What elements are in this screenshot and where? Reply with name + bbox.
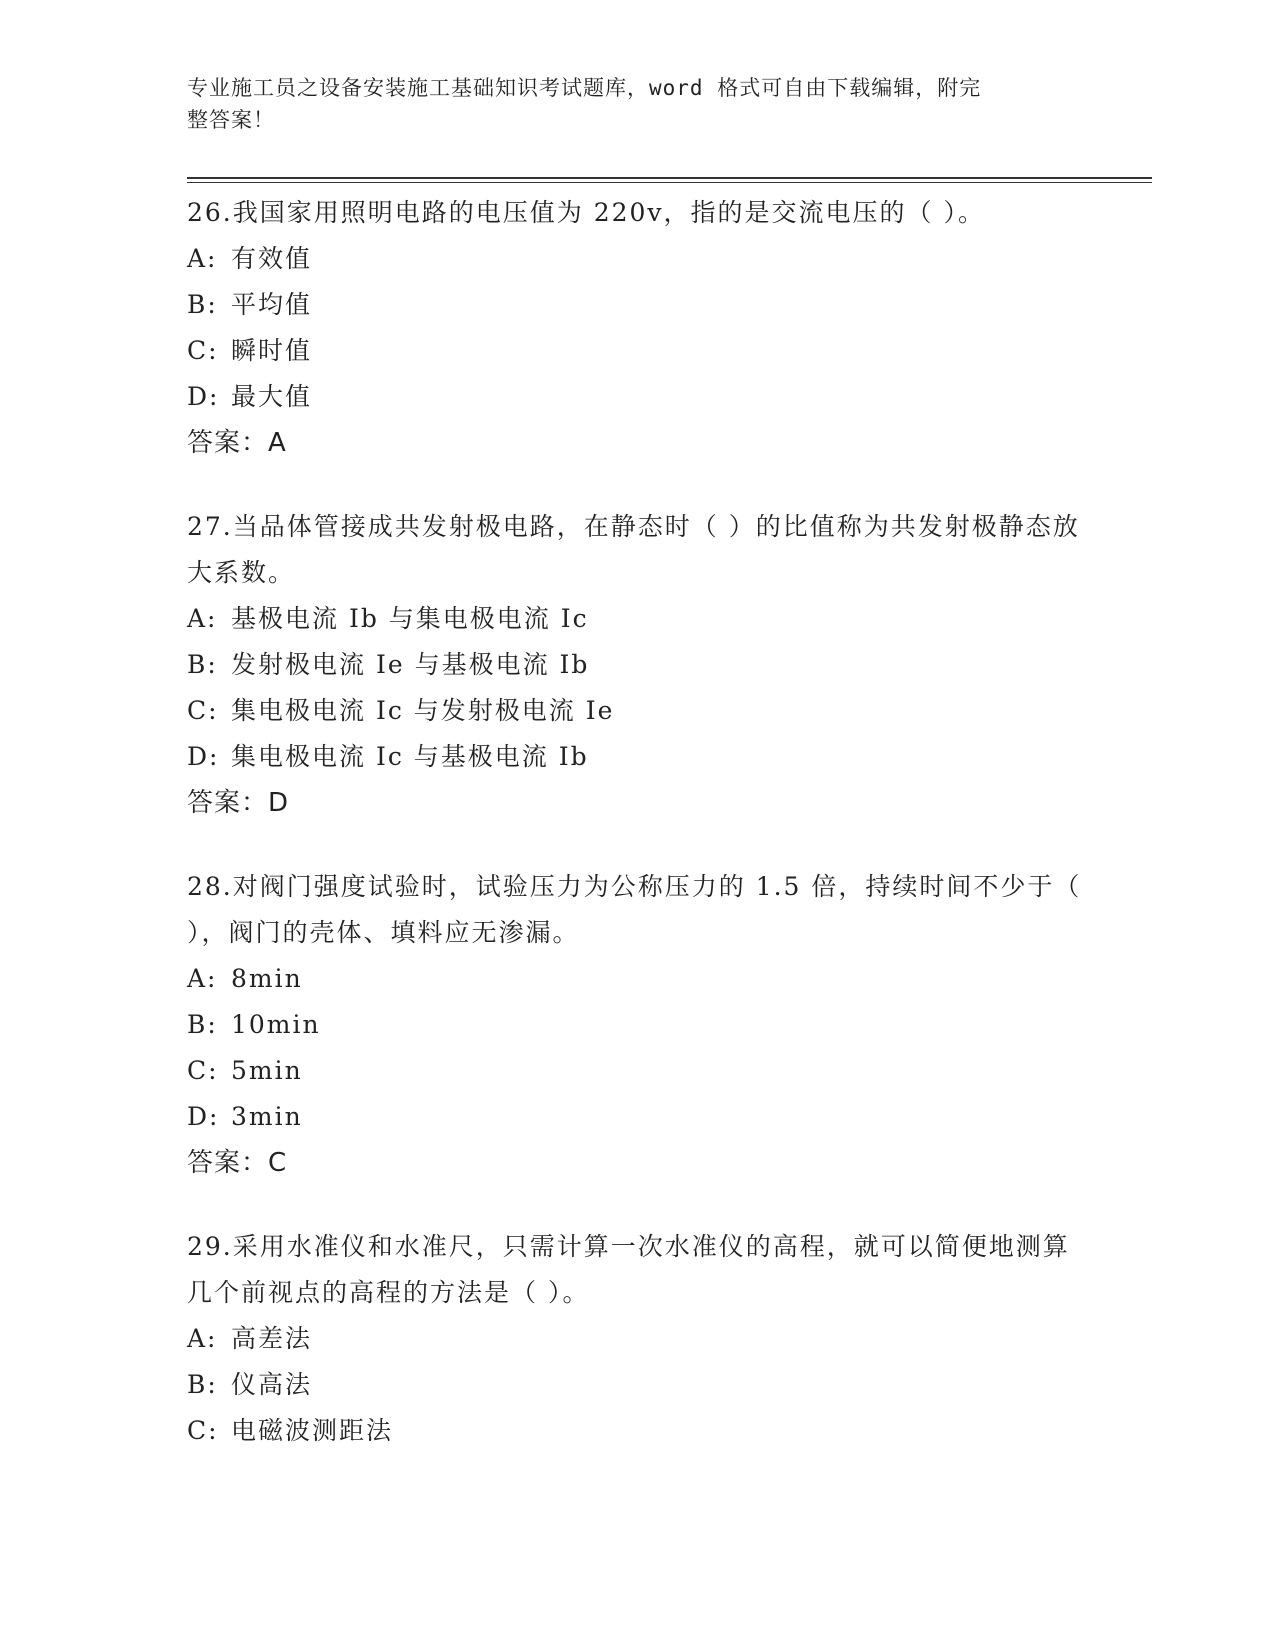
option-text: 高差法 <box>231 1324 313 1353</box>
question-text: 28.对阀门强度试验时，试验压力为公称压力的 1.5 倍，持续时间不少于（ ），阀门的壳体、填料应无渗漏。 <box>187 872 1082 947</box>
option-c <box>187 328 1087 374</box>
option-b <box>187 282 1087 328</box>
option-text: 瞬时值 <box>231 336 313 365</box>
option-c <box>187 1408 1087 1454</box>
option-letter: A: <box>187 1324 218 1353</box>
option-text: 平均值 <box>231 290 313 319</box>
option-d <box>187 734 1087 780</box>
question-text: 29.采用水准仪和水准尺，只需计算一次水准仪的高程，就可以简便地测算几个前视点的高程的方法是（ ）。 <box>187 1232 1070 1307</box>
option-text: 电磁波测距法 <box>231 1416 394 1445</box>
option-letter: A: <box>187 244 218 273</box>
option-text: 有效值 <box>231 244 313 273</box>
question-27 <box>187 504 1087 826</box>
option-letter: D: <box>187 1102 220 1131</box>
option-text: 仪高法 <box>231 1370 313 1399</box>
option-text: 5min <box>231 1056 303 1085</box>
option-d <box>187 374 1087 420</box>
option-letter: B: <box>187 1370 218 1399</box>
header-line-1: 专业施工员之设备安装施工基础知识考试题库，word 格式可自由下载编辑，附完 <box>187 76 982 100</box>
option-d <box>187 1094 1087 1140</box>
answer-line: 答案：D <box>187 788 290 818</box>
option-text: 10min <box>231 1010 321 1039</box>
option-letter: A: <box>187 604 218 633</box>
option-a <box>187 596 1087 642</box>
answer-line: 答案：C <box>187 1148 288 1178</box>
answer-line: 答案：A <box>187 428 287 458</box>
option-letter: C: <box>187 1056 219 1085</box>
option-text: 最大值 <box>231 382 313 411</box>
option-b <box>187 1002 1087 1048</box>
question-text: 27.当品体管接成共发射极电路，在静态时（ ）的比值称为共发射极静态放大系数。 <box>187 512 1080 587</box>
option-letter: C: <box>187 336 219 365</box>
option-text: 集电极电流 Ic 与基极电流 Ib <box>231 742 589 771</box>
option-text: 8min <box>231 964 303 993</box>
header-divider-thick <box>187 177 1152 179</box>
header-line-2: 整答案！ <box>187 108 275 132</box>
question-29 <box>187 1224 1087 1454</box>
option-letter: D: <box>187 382 220 411</box>
option-a <box>187 236 1087 282</box>
header-divider-thin <box>187 182 1152 183</box>
option-letter: C: <box>187 1416 219 1445</box>
option-text: 集电极电流 Ic 与发射极电流 Ie <box>231 696 615 725</box>
option-letter: A: <box>187 964 218 993</box>
option-text: 发射极电流 Ie 与基极电流 Ib <box>231 650 590 679</box>
option-b <box>187 1362 1087 1408</box>
option-text: 基极电流 Ib 与集电极电流 Ic <box>231 604 589 633</box>
question-text: 26.我国家用照明电路的电压值为 220v，指的是交流电压的（ ）。 <box>187 198 985 227</box>
question-26 <box>187 190 1087 466</box>
option-c <box>187 1048 1087 1094</box>
option-letter: B: <box>187 650 218 679</box>
option-b <box>187 642 1087 688</box>
option-letter: B: <box>187 1010 218 1039</box>
question-list <box>187 190 1087 1492</box>
option-a <box>187 956 1087 1002</box>
option-a <box>187 1316 1087 1362</box>
document-header <box>187 72 1067 136</box>
option-c <box>187 688 1087 734</box>
option-letter: C: <box>187 696 219 725</box>
question-28 <box>187 864 1087 1186</box>
option-letter: D: <box>187 742 220 771</box>
option-letter: B: <box>187 290 218 319</box>
option-text: 3min <box>231 1102 303 1131</box>
